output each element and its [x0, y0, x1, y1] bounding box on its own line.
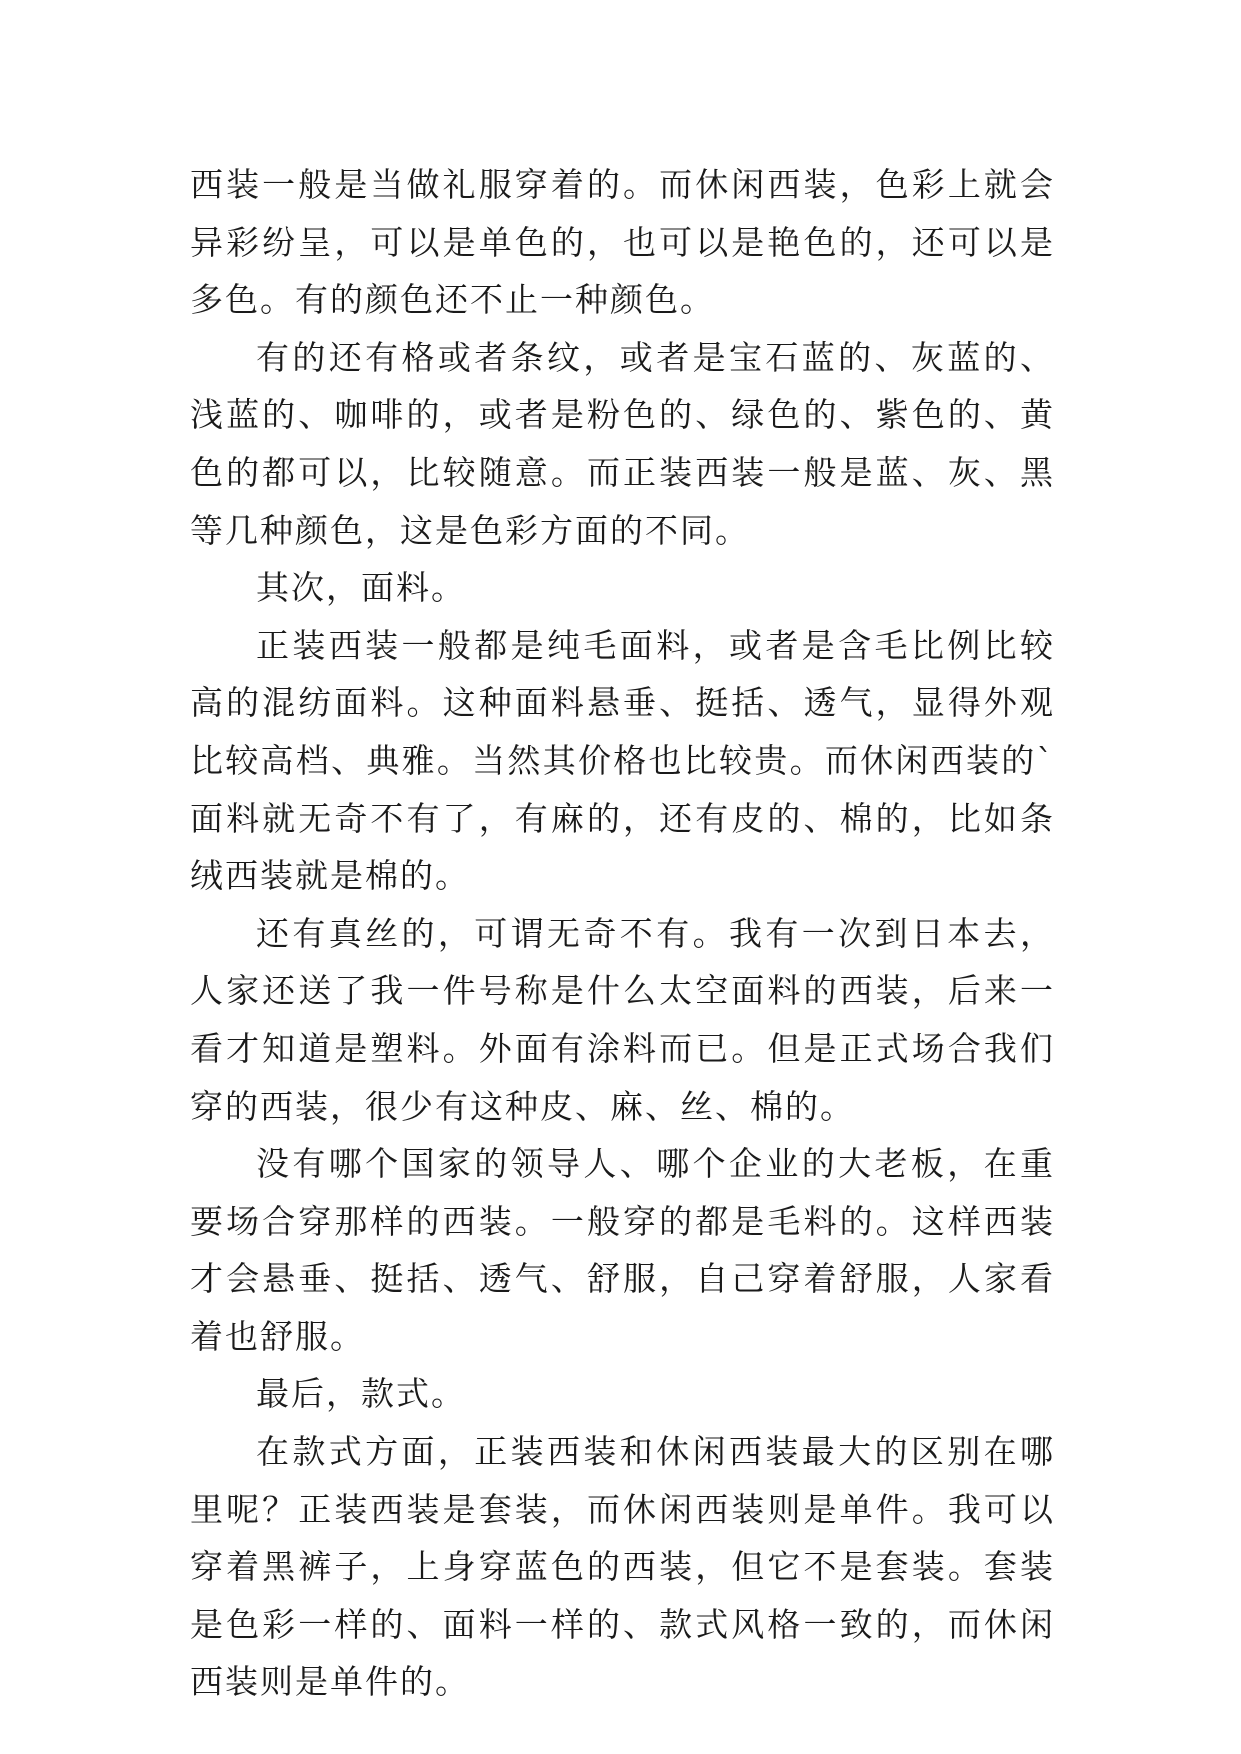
paragraph-5: 还有真丝的，可谓无奇不有。我有一次到日本去，人家还送了我一件号称是什么太空面料的西装，后来一看才知道是塑料。外面有涂料而已。但是正式场合我们穿的西装，很少有这种皮、麻、丝、棉的。	[190, 913, 1055, 1126]
document-body	[190, 156, 1055, 1711]
paragraph-7-heading: 最后，款式。	[256, 1374, 466, 1414]
paragraph-8: 在款式方面，正装西装和休闲西装最大的区别在哪里呢？正装西装是套装，而休闲西装则是单件。我可以穿着黑裤子，上身穿蓝色的西装，但它不是套装。套装是色彩一样的、面料一样的、款式风格一致的，而休闲西装则是单件的。	[190, 1432, 1055, 1702]
paragraph-2: 有的还有格或者条纹，或者是宝石蓝的、灰蓝的、浅蓝的、咖啡的，或者是粉色的、绿色的、紫色的、黄色的都可以，比较随意。而正装西装一般是蓝、灰、黑等几种颜色，这是色彩方面的不同。	[190, 337, 1055, 550]
paragraph-3-heading: 其次，面料。	[256, 568, 466, 608]
paragraph-4: 正装西装一般都是纯毛面料，或者是含毛比例比较高的混纺面料。这种面料悬垂、挺括、透气，显得外观比较高档、典雅。当然其价格也比较贵。而休闲西装的`面料就无奇不有了，有麻的，还有皮的、棉的，比如条绒西装就是棉的。	[190, 625, 1055, 896]
paragraph-1: 西装一般是当做礼服穿着的。而休闲西装，色彩上就会异彩纷呈，可以是单色的，也可以是艳色的，还可以是多色。有的颜色还不止一种颜色。	[190, 165, 1055, 320]
paragraph-6: 没有哪个国家的领导人、哪个企业的大老板，在重要场合穿那样的西装。一般穿的都是毛料的。这样西装才会悬垂、挺括、透气、舒服，自己穿着舒服，人家看着也舒服。	[190, 1144, 1055, 1356]
